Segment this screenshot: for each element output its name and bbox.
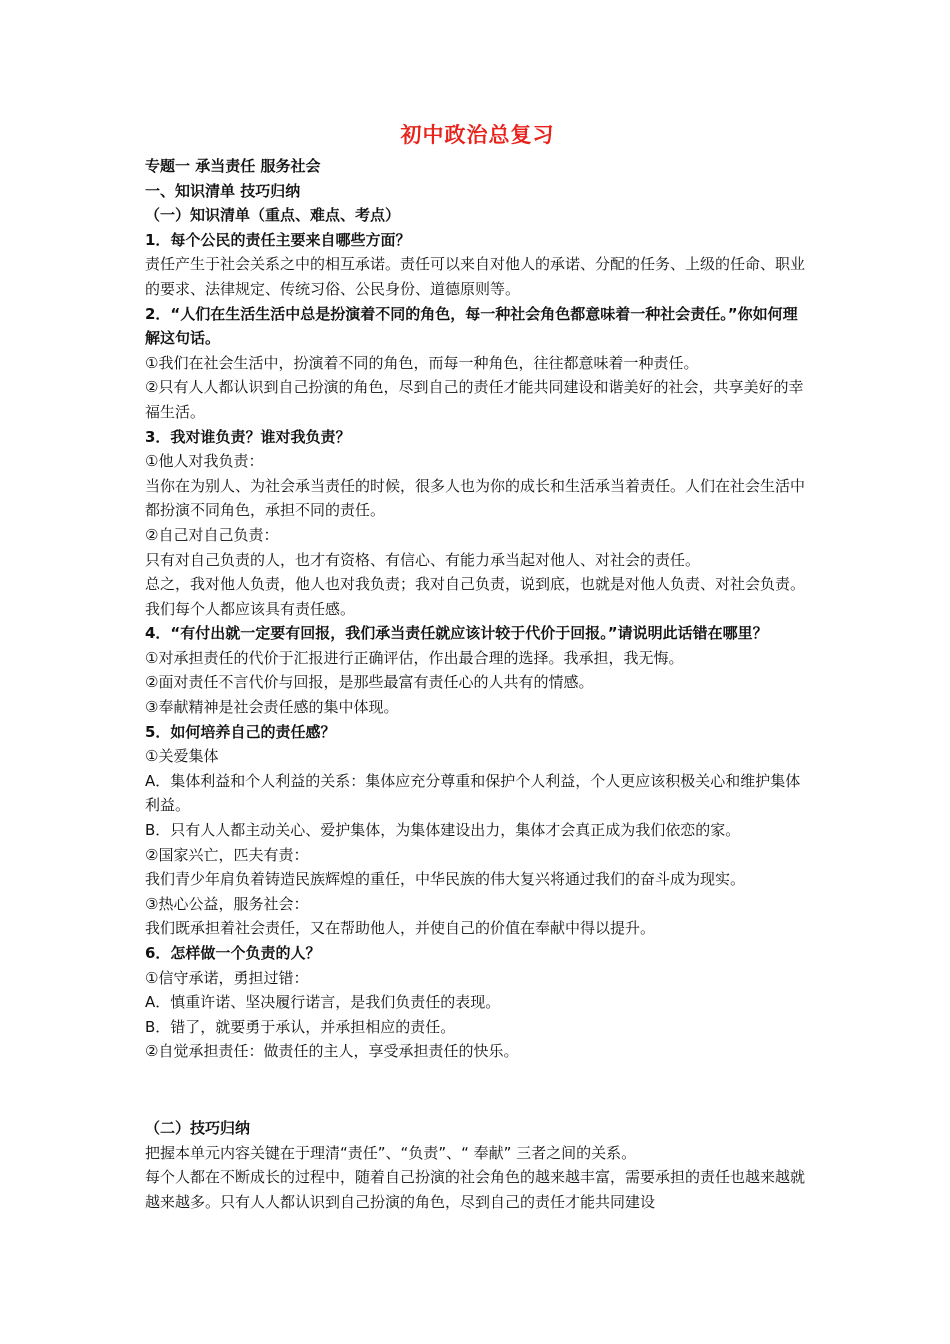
paragraph-text: 把握本单元内容关键在于理清“责任”、“负责”、“ 奉献” 三者之间的关系。	[145, 1143, 637, 1162]
paragraph-text: 我们既承担着社会责任，又在帮助他人，并使自己的价值在奉献中得以提升。	[145, 919, 656, 938]
section-heading: 专题一 承当责任 服务社会	[145, 157, 321, 175]
paragraph-text: 责任产生于社会关系之中的相互承诺。责任可以来自对他人的承诺、分配的任务、上级的任命、职业的要求、法律规定、传统习俗、公民身份、道德原则等。	[145, 255, 806, 298]
paragraph-text: ②自觉承担责任：做责任的主人，享受承担责任的快乐。	[145, 1042, 519, 1061]
document-page	[145, 120, 810, 1214]
paragraph-text: ①信守承诺，勇担过错：	[145, 968, 309, 987]
paragraph-text: 每个人都在不断成长的过程中，随着自己扮演的社会角色的越来越丰富，需要承担的责任也越来越就越来越多。只有人人都认识到自己扮演的角色，尽到自己的责任才能共同建设	[145, 1168, 806, 1211]
paragraph-text: A．集体利益和个人利益的关系：集体应充分尊重和保护个人利益，个人更应该积极关心和维护集体利益。	[145, 771, 801, 815]
section-heading: 5．如何培养自己的责任感？	[145, 722, 336, 741]
paragraph-text: A．慎重许诺、坚决履行诺言，是我们负责任的表现。	[145, 993, 501, 1012]
paragraph-text: 我们青少年肩负着铸造民族辉煌的重任，中华民族的伟大复兴将通过我们的奋斗成为现实。	[145, 870, 746, 889]
section-heading: 3．我对谁负责？谁对我负责？	[145, 427, 351, 446]
paragraph-text: 只有对自己负责的人，也才有资格、有信心、有能力承当起对他人、对社会的责任。	[145, 550, 701, 569]
section-heading: 6．怎样做一个负责的人？	[145, 944, 321, 962]
document-body	[145, 154, 810, 1214]
section-heading: 2．“人们在生活生活中总是扮演着不同的角色，每一种社会角色都意味着一种社会责任。”你如何理解这句话。	[145, 304, 798, 348]
paragraph-text: ③热心公益，服务社会：	[145, 894, 309, 913]
paragraph-text: ①关爱集体	[145, 747, 219, 766]
section-heading: 1．每个公民的责任主要来自哪些方面？	[145, 230, 411, 249]
paragraph-text: ①他人对我负责：	[145, 452, 264, 471]
paragraph-text: ②国家兴亡，匹夫有责：	[145, 845, 309, 864]
paragraph-text: 当你在为别人、为社会承当责任的时候，很多人也为你的成长和生活承当着责任。人们在社会生活中都扮演不同角色，承担不同的责任。	[145, 476, 806, 520]
paragraph-text: ①对承担责任的代价于汇报进行正确评估，作出最合理的选择。我承担，我无悔。	[145, 648, 684, 667]
paragraph-text: B．只有人人都主动关心、爱护集体，为集体建设出力，集体才会真正成为我们依恋的家。	[145, 821, 741, 840]
paragraph-text: ②自己对自己负责：	[145, 525, 279, 544]
paragraph-gap	[145, 1080, 810, 1100]
paragraph-text: ①我们在社会生活中，扮演着不同的角色，而每一种角色，往往都意味着一种责任。	[145, 353, 699, 372]
section-heading: （一）知识清单（重点、难点、考点）	[145, 206, 401, 225]
paragraph-text: ②面对责任不言代价与回报，是那些最富有责任心的人共有的情感。	[145, 673, 594, 692]
section-heading: 4．“有付出就一定要有回报，我们承当责任就应该计较于代价于回报。”请说明此话错在哪里？	[145, 624, 768, 643]
paragraph-text: ②只有人人都认识到自己扮演的角色，尽到自己的责任才能共同建设和谐美好的社会，共享美好的幸福生活。	[145, 378, 804, 421]
section-heading: （二）技巧归纳	[145, 1118, 251, 1137]
section-heading: 一、知识清单 技巧归纳	[145, 181, 301, 200]
paragraph-text: ③奉献精神是社会责任感的集中体现。	[145, 698, 399, 717]
paragraph-text: 总之，我对他人负责，他人也对我负责；我对自己负责，说到底，也就是对他人负责、对社会负责。我们每个人都应该具有责任感。	[145, 575, 806, 618]
paragraph-text: B．错了，就要勇于承认，并承担相应的责任。	[145, 1017, 456, 1036]
document-title: 初中政治总复习	[400, 123, 555, 147]
